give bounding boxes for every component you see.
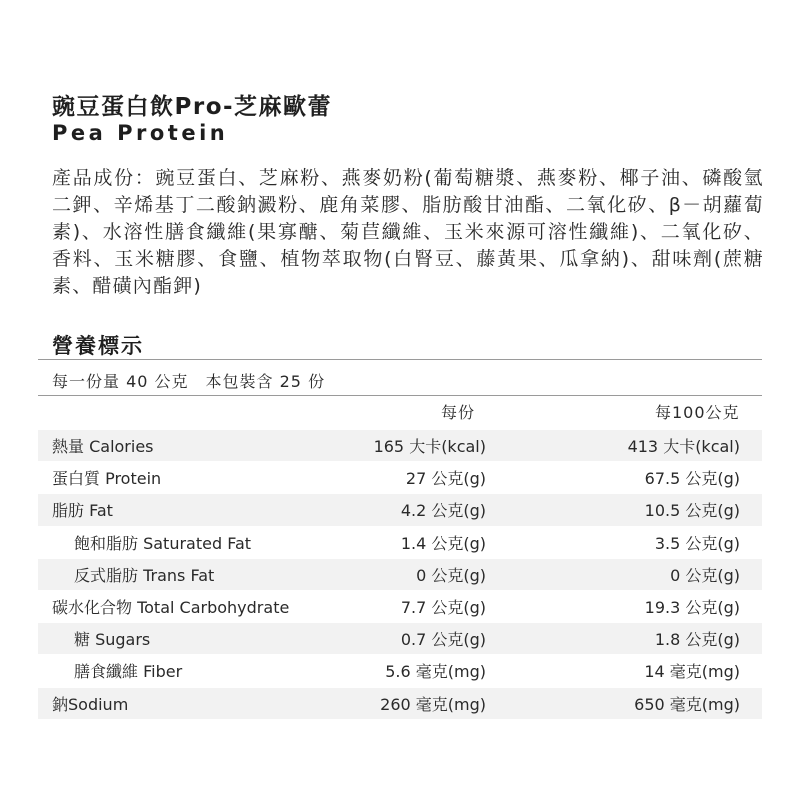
product-title-chinese: 豌豆蛋白飲Pro-芝麻歐蕾 [52,94,333,120]
value-per-100g: 19.3 公克(g) [644,597,740,617]
nutrient-name: 膳食纖維 Fiber [74,662,183,682]
value-per-serving: 7.7 公克(g) [400,597,486,617]
value-per-100g: 650 毫克(mg) [634,694,740,714]
value-per-serving: 165 大卡(kcal) [373,437,486,456]
nutrient-name: 熱量 Calories [52,437,154,456]
value-per-serving: 260 毫克(mg) [380,694,486,714]
value-per-100g: 1.8 公克(g) [654,630,740,650]
nutrient-name: 鈉Sodium [52,694,129,714]
nutrient-name: 碳水化合物 Total Carbohydrate [52,597,290,617]
divider [38,359,762,360]
table-row-fat [38,493,762,525]
nutrient-name: 脂肪 Fat [52,501,113,521]
column-header-per-100g: 每100公克 [655,403,740,422]
nutrient-name: 糖 Sugars [74,630,151,650]
ingredients-text: 產品成份：豌豆蛋白、芝麻粉、燕麥奶粉(葡萄糖漿、燕麥粉、椰子油、磷酸氫二鉀、辛烯基丁二酸鈉澱粉、鹿角菜膠、脂肪酸甘油酯、二氧化矽、β－胡蘿蔔素)、水溶性膳食纖維(果寡醣、菊苣纖維、玉米來源可溶性纖維)、二氧化矽、香料、玉米糖膠、食鹽、植物萃取物(白腎豆、藤黃果、瓜拿納)、甜味劑(蔗糖素、醋磺內酯鉀) [52,167,764,297]
nutrient-name: 飽和脂肪 Saturated Fat [74,533,252,553]
nutrition-table [38,429,762,719]
value-per-serving: 27 公克(g) [405,469,486,489]
value-per-100g: 0 公克(g) [670,565,740,585]
table-row-carbohydrate [38,590,762,622]
value-per-100g: 67.5 公克(g) [644,469,740,489]
table-row-trans-fat [38,558,762,590]
nutrition-heading: 營養標示 [52,334,144,358]
serving-info: 每一份量 40 公克 本包裝含 25 份 [52,372,326,391]
value-per-serving: 1.4 公克(g) [400,533,486,553]
value-per-serving: 0 公克(g) [416,565,486,585]
value-per-serving: 4.2 公克(g) [400,501,486,521]
table-row-fiber [38,654,762,686]
value-per-serving: 0.7 公克(g) [400,630,486,650]
value-per-100g: 413 大卡(kcal) [627,437,740,456]
value-per-serving: 5.6 毫克(mg) [385,662,486,682]
nutrient-name: 蛋白質 Protein [52,469,162,489]
table-row-protein [38,461,762,493]
table-row-sugars [38,622,762,654]
value-per-100g: 10.5 公克(g) [644,501,740,521]
divider [38,395,762,396]
value-per-100g: 14 毫克(mg) [644,662,740,682]
nutrient-name: 反式脂肪 Trans Fat [74,565,215,585]
table-row-sodium [38,687,762,719]
table-row-calories [38,429,762,461]
value-per-100g: 3.5 公克(g) [654,533,740,553]
product-title-english: Pea Protein [52,121,229,145]
column-header-per-serving: 每份 [441,403,476,422]
table-row-saturated-fat [38,526,762,558]
